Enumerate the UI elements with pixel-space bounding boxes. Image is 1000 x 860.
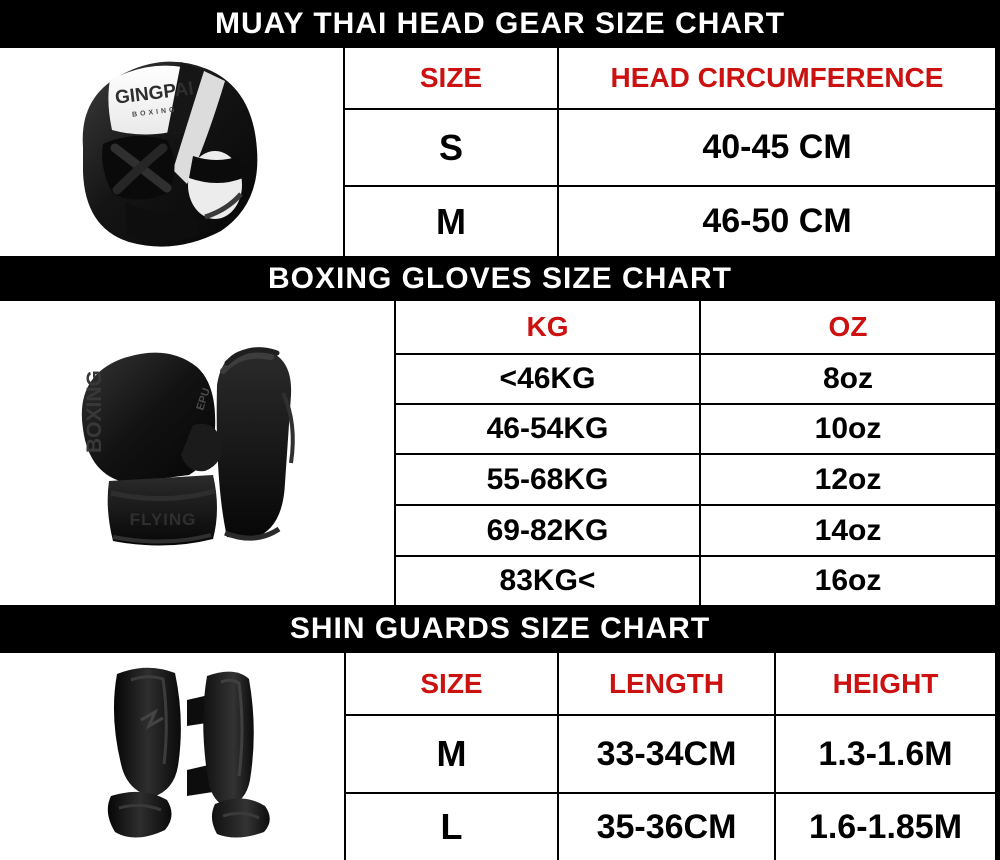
shin-guards-graphic — [75, 660, 280, 856]
boxing-gloves-size-table — [394, 301, 995, 605]
gloves-row-4-oz: 14oz — [699, 504, 995, 555]
right-edge-border — [995, 0, 1000, 860]
shin-guards-title: SHIN GUARDS SIZE CHART — [289, 612, 711, 645]
front-shin-guard — [108, 668, 181, 838]
head-gear-graphic — [55, 52, 270, 252]
head-gear-photo — [55, 52, 270, 252]
head-gear-brand-subtext: BOXING — [131, 106, 178, 119]
head-gear-row-s-size: S — [345, 108, 557, 185]
gloves-row-1-oz: 8oz — [699, 353, 995, 403]
shin-guards-photo — [75, 660, 280, 856]
shin-row-m-length: 33-34CM — [557, 714, 774, 792]
gloves-row-5-oz: 16oz — [699, 555, 995, 605]
shin-row-m-size: M — [346, 714, 557, 792]
boxing-gloves-photo — [65, 333, 315, 565]
gloves-col-header-kg: KG — [396, 301, 699, 353]
glove-side-text: BOXING — [83, 370, 106, 453]
head-gear-row-s-circumference: 40-45 CM — [557, 108, 995, 185]
shin-guards-title-bar — [0, 605, 1000, 653]
shin-col-header-size: SIZE — [346, 653, 557, 714]
head-gear-col-header-size: SIZE — [345, 48, 557, 108]
glove-cuff-text: FLYING — [129, 510, 197, 529]
head-gear-col-header-circumference: HEAD CIRCUMFERENCE — [557, 48, 995, 108]
boxing-gloves-title-bar — [0, 256, 1000, 301]
head-gear-row-m-circumference: 46-50 CM — [557, 185, 995, 256]
shin-row-l-height: 1.6-1.85M — [774, 792, 995, 860]
shin-row-l-length: 35-36CM — [557, 792, 774, 860]
shin-row-m-height: 1.3-1.6M — [774, 714, 995, 792]
gloves-col-header-oz: OZ — [699, 301, 995, 353]
boxing-gloves-title: BOXING GLOVES SIZE CHART — [267, 261, 733, 295]
gloves-row-1-kg: <46KG — [396, 353, 699, 403]
gloves-row-2-oz: 10oz — [699, 403, 995, 453]
head-gear-title: MUAY THAI HEAD GEAR SIZE CHART — [214, 7, 786, 40]
shin-guards-size-table — [344, 653, 995, 860]
front-glove — [82, 353, 222, 546]
gloves-row-3-oz: 12oz — [699, 453, 995, 504]
shin-col-header-height: HEIGHT — [774, 653, 995, 714]
boxing-gloves-graphic — [65, 333, 315, 565]
head-gear-row-m-size: M — [345, 185, 557, 256]
head-gear-size-table — [343, 48, 995, 256]
rear-glove — [217, 349, 293, 539]
shin-col-header-length: LENGTH — [557, 653, 774, 714]
profile-shin-guard — [187, 672, 270, 838]
gloves-row-5-kg: 83KG< — [396, 555, 699, 605]
glove-thumb-text: EPU — [194, 386, 213, 412]
gloves-row-3-kg: 55-68KG — [396, 453, 699, 504]
head-gear-title-bar — [0, 0, 1000, 48]
shin-row-l-size: L — [346, 792, 557, 860]
gloves-row-2-kg: 46-54KG — [396, 403, 699, 453]
gloves-row-4-kg: 69-82KG — [396, 504, 699, 555]
head-gear-brand-text: GINGPAI — [113, 78, 195, 109]
